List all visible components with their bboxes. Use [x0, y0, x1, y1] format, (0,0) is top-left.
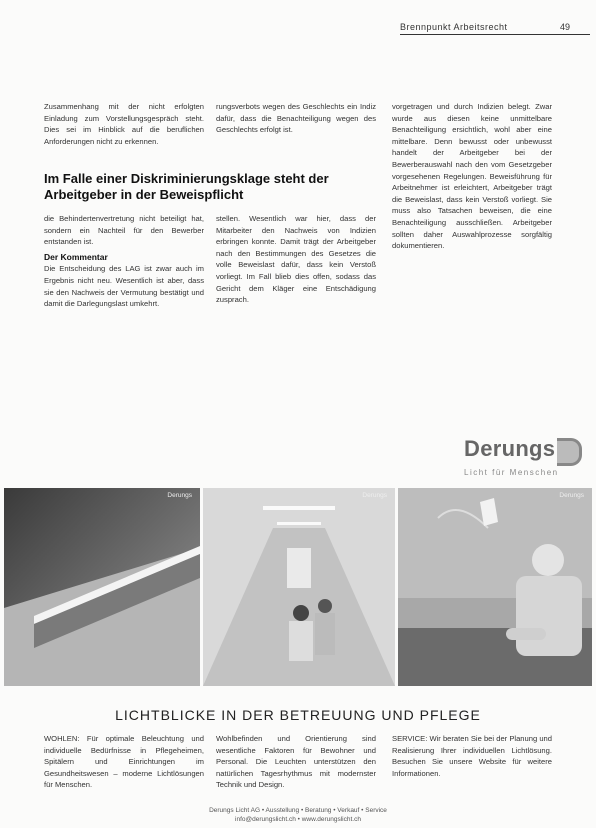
article-headline: Im Falle einer Diskriminierungsklage steht der Arbeitgeber in der Beweispflicht [44, 171, 329, 202]
ad-photo-resident [398, 488, 592, 686]
footer-line-1: Derungs Licht AG • Ausstellung • Beratung • Verkauf • Service [209, 807, 387, 814]
ad-photo-hallway [203, 488, 395, 686]
header-rule [400, 34, 590, 35]
article-col1-bottom: Die Entscheidung des LAG ist zwar auch im Ergebnis nicht neu. Wesentlich ist aber, dass sie den Nachweis der Vermutung bestätigt und damit die Darlegungslast umkehrt. [44, 264, 204, 309]
ad-col1: WOHLEN: Für optimale Beleuchtung und individuelle Bedürfnisse in Pflegeheimen, Spitälern und Einrichtungen im Gesundheitswesen – moderne Lichtlösungen für Menschen. [44, 734, 204, 790]
running-head: Brennpunkt Arbeitsrecht [400, 22, 508, 32]
page-number: 49 [560, 22, 571, 32]
ad-title: LICHTBLICKE IN DER BETREUUNG UND PFLEGE [115, 707, 481, 723]
commentary-heading: Der Kommentar [44, 251, 108, 262]
photo-label: Derungs [167, 492, 192, 499]
article-col1-mid: die Behindertenvertretung nicht beteiligt hat, sondern ein Nachteil für den Bewerber entstanden ist. [44, 214, 204, 247]
photo-label: Derungs [559, 492, 584, 499]
logo-word: Derungs [464, 436, 556, 461]
ad-photo-corridor-light [4, 488, 200, 686]
article-col2-top: rungsverbots wegen des Geschlechts ein Indiz dafür, dass die Benachteiligung wegen des Geschlechts erfolgt ist. [216, 102, 376, 135]
footer-line-2: info@derungslicht.ch • www.derungslicht.ch [235, 816, 361, 823]
logo-tagline: Licht für Menschen [464, 467, 559, 477]
derungs-logo [464, 436, 582, 477]
article-col2-bottom: stellen. Wesentlich war hier, dass der Mitarbeiter den Nachweis von Indizien erbringen konnte. Damit trägt der Arbeitgeber nach den Bestimmungen des Gesetzes die volle Beweislast dafür, dass kein Verstoß vorliegt. Im Fall blieb dies offen, sodass das Gericht dem Kläger eine Entschädigung zusprach. [216, 214, 376, 305]
logo-mark-icon [557, 438, 582, 466]
photo-label: Derungs [362, 492, 387, 499]
ad-footer [0, 806, 596, 824]
article-col1-top: Zusammenhang mit der nicht erfolgten Einladung zum Vorstellungsgespräch steht. Dies sei im Hinblick auf die beruflichen Anforderungen nicht zu erkennen. [44, 102, 204, 146]
ad-col2: Wohlbefinden und Orientierung sind wesentliche Faktoren für Bewohner und Personal. Die Leuchten unterstützen den natürlichen Tagesrhythmus mit modernster Technik und Design. [216, 734, 376, 790]
article-col3: vorgetragen und durch Indizien belegt. Zwar wurde aus diesen keine unmittelbare Benachteiligung ersichtlich, wohl aber eine mittelbare. Denn bewusst oder unbewusst handelt der Arbeitgeber bei der Bewerberauswahl nach den vom Gesetzgeber vorgesehenen Regelungen. Beweisführung für Arbeitnehmer ist erleichtert, Arbeitgeber trägt die Beweislast, dass kein Verstoß vorliegt. Sie muss also Tatsachen beweisen, die eine Benachteiligung ausschließen. Arbeitgeber sollten daher Auswahlprozesse sorgfältig dokumentieren. [392, 102, 552, 251]
ad-col3: SERVICE: Wir beraten Sie bei der Planung und Realisierung Ihrer individuellen Lichtlösung. Besuchen Sie unsere Website für weitere Informationen. [392, 734, 552, 778]
